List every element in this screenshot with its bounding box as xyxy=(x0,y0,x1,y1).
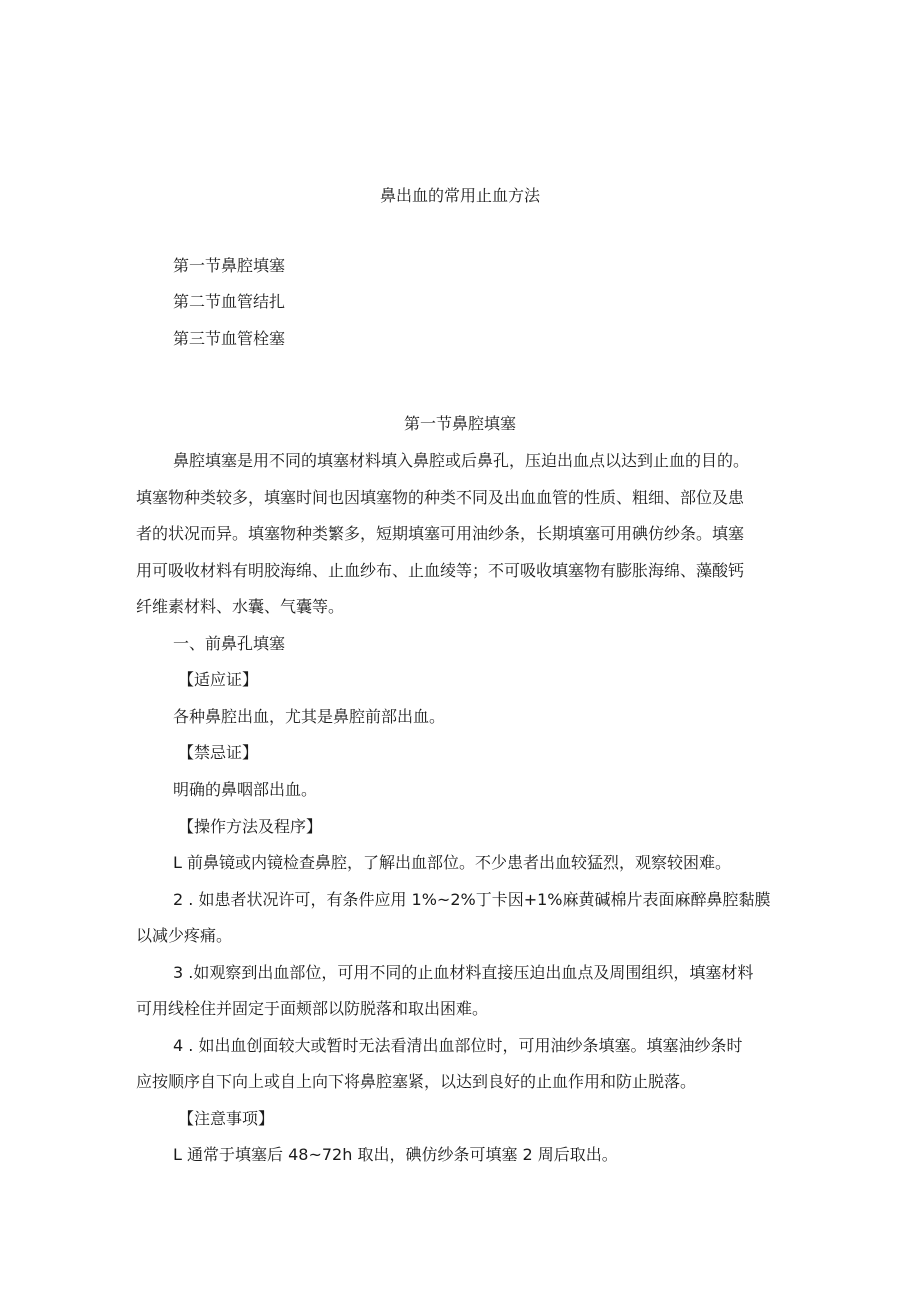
intro-line: 填塞物种类较多，填塞时间也因填塞物的种类不同及出血血管的性质、粗细、部位及患 xyxy=(136,488,745,507)
toc-item: 第一节鼻腔填塞 xyxy=(173,256,286,275)
indication-label: 【适应证】 xyxy=(178,670,259,689)
sub-heading: 一、前鼻孔填塞 xyxy=(173,634,286,653)
contraindication-label: 【禁忌证】 xyxy=(178,743,259,762)
intro-line: 鼻腔填塞是用不同的填塞材料填入鼻腔或后鼻孔，压迫出血点以达到止血的目的。 xyxy=(173,451,750,470)
notes-label: 【注意事项】 xyxy=(178,1109,275,1128)
intro-line: 用可吸收材料有明胶海绵、止血纱布、止血绫等；不可吸收填塞物有膨胀海绵、藻酸钙 xyxy=(136,561,745,580)
toc-item: 第三节血管栓塞 xyxy=(173,329,286,348)
procedure-label: 【操作方法及程序】 xyxy=(178,817,323,836)
procedure-step: 2 . 如患者状况许可，有条件应用 1%~2%丁卡因+1%麻黄碱棉片表面麻醉鼻腔黏膜 xyxy=(173,890,771,909)
toc-item: 第二节血管结扎 xyxy=(173,292,286,311)
intro-line: 者的状况而异。填塞物种类繁多，短期填塞可用油纱条，长期填塞可用碘仿纱条。填塞 xyxy=(136,524,745,543)
procedure-step-continued: 以减少疼痛。 xyxy=(136,926,233,945)
contraindication-text: 明确的鼻咽部出血。 xyxy=(173,780,318,799)
indication-text: 各种鼻腔出血，尤其是鼻腔前部出血。 xyxy=(173,707,446,726)
note-item: L 通常于填塞后 48~72h 取出，碘仿纱条可填塞 2 周后取出。 xyxy=(173,1145,618,1164)
procedure-step: 3 .如观察到出血部位，可用不同的止血材料直接压迫出血点及周围组织，填塞材料 xyxy=(173,963,754,982)
procedure-step: L 前鼻镜或内镜检查鼻腔，了解出血部位。不少患者出血较猛烈，观察较困难。 xyxy=(173,853,732,872)
procedure-step-continued: 可用线栓住并固定于面颊部以防脱落和取出困难。 xyxy=(136,999,489,1018)
procedure-step: 4 . 如出血创面较大或暂时无法看清出血部位时，可用油纱条填塞。填塞油纱条时 xyxy=(173,1036,743,1055)
section-heading: 第一节鼻腔填塞 xyxy=(403,414,516,433)
document-title: 鼻出血的常用止血方法 xyxy=(379,186,540,205)
intro-line: 纤维素材料、水囊、气囊等。 xyxy=(136,597,345,616)
procedure-step-continued: 应按顺序自下向上或自上向下将鼻腔塞紧，以达到良好的止血作用和防止脱落。 xyxy=(136,1072,697,1091)
